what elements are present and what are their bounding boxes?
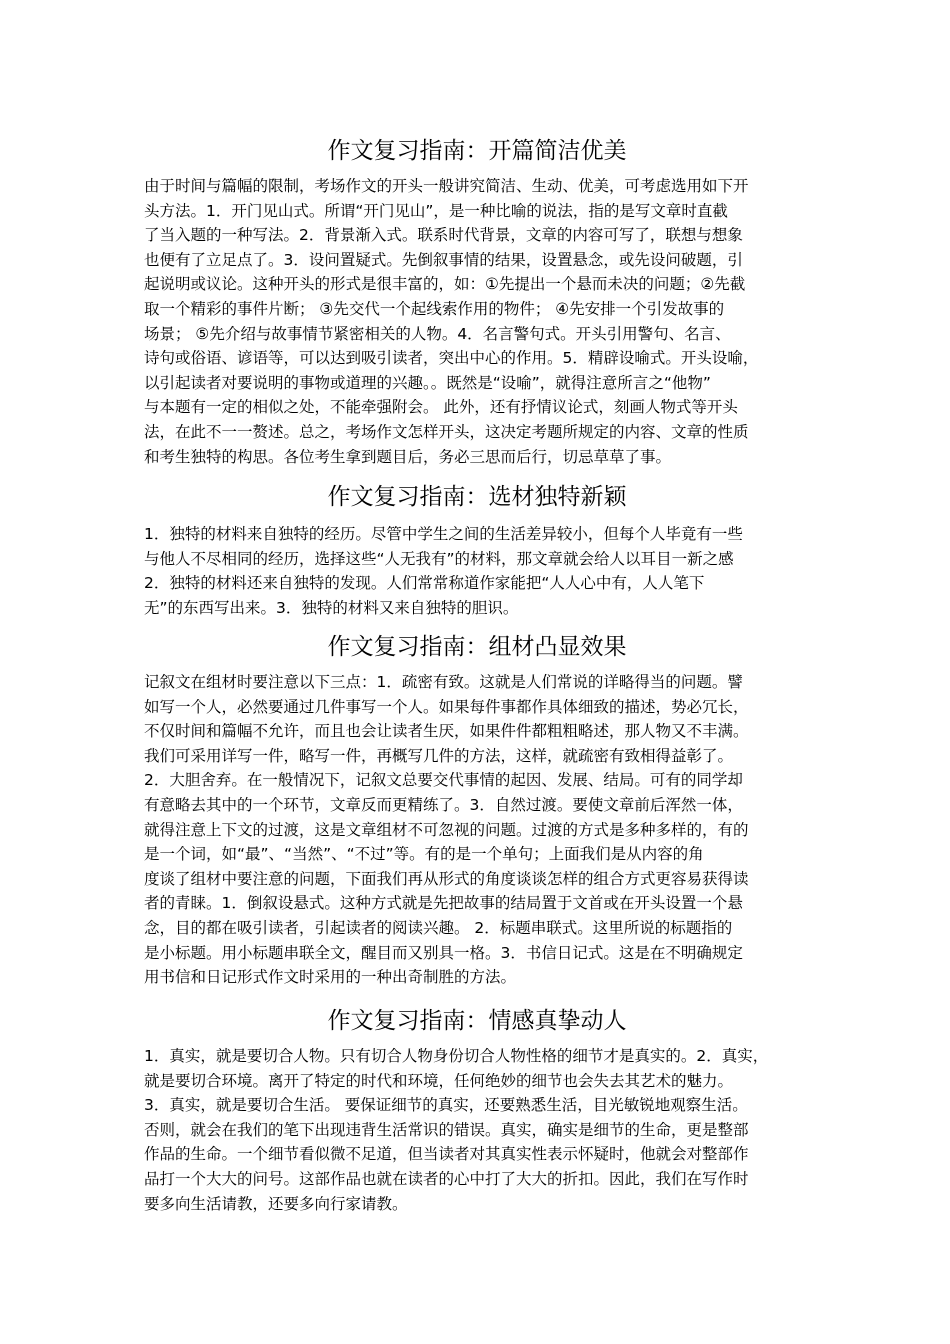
body-line: 有意略去其中的一个环节，文章反而更精练了。3．自然过渡。要使文章前后浑然一体， <box>144 795 743 814</box>
body-line: 和考生独特的构思。各位考生拿到题目后，务必三思而后行，切忌草草了事。 <box>144 447 672 466</box>
body-line: 1．独特的材料来自独特的经历。尽管中学生之间的生活差异较小，但每个人毕竟有一些 <box>144 525 743 543</box>
section-emotion <box>144 1006 810 1216</box>
body-line: 作品的生命。一个细节看似微不足道，但当读者对其真实性表示怀疑时，他就会对整部作 <box>144 1145 749 1164</box>
body-line: 不仅时间和篇幅不允许，而且也会让读者生厌，如果件件都粗粗略述，那人物又不丰满。 <box>144 722 749 741</box>
body-line: 是小标题。用小标题串联全文，醒目而又别具一格。3．书信日记式。这是在不明确规定 <box>144 943 743 962</box>
body-line: 就得注意上下文的过渡，这是文章组材不可忽视的问题。过渡的方式是多种多样的，有的 <box>144 820 749 839</box>
body-line: 场景； ⑤先介绍与故事情节紧密相关的人物。4．名言警句式。开头引用警句、名言、 <box>144 324 731 343</box>
section-body <box>144 670 810 990</box>
body-line: 是一个词，如“最”、“当然”、“不过”等。有的是一个单句；上面我们是从内容的角 <box>144 845 704 864</box>
body-line: 以引起读者对要说明的事物或道理的兴趣。。既然是“设喻”，就得注意所言之“他物” <box>144 373 711 392</box>
body-line: 头方法。1．开门见山式。所谓“开门见山”，是一种比喻的说法，指的是写文章时直截 <box>144 201 728 220</box>
section-opening <box>144 136 810 469</box>
body-line: 2．大胆舍弃。在一般情况下，记叙文总要交代事情的起因、发展、结局。可有的同学却 <box>144 771 743 790</box>
body-line: 如写一个人，必然要通过几件事写一个人。如果每件事都作具体细致的描述，势必冗长， <box>144 697 749 716</box>
section-heading: 作文复习指南：选材独特新颖 <box>327 484 627 510</box>
body-line: 无”的东西写出来。3．独特的材料又来自独特的胆识。 <box>144 598 519 617</box>
body-line: 诗句或俗语、谚语等，可以达到吸引读者，突出中心的作用。5．精辟设喻式。开头设喻， <box>144 349 759 368</box>
body-line: 记叙文在组材时要注意以下三点：1．疏密有致。这就是人们常说的详略得当的问题。譬 <box>144 673 743 691</box>
body-line: 我们可采用详写一件，略写一件，再概写几件的方法，这样，就疏密有致相得益彰了。 <box>144 746 734 765</box>
body-line: 取一个精彩的事件片断； ③先交代一个起线索作用的物件； ④先安排一个引发故事的 <box>144 299 725 318</box>
body-line: 起说明或议论。这种开头的形式是很丰富的，如：①先提出一个悬而未决的问题；②先截 <box>144 275 746 294</box>
body-line: 由于时间与篇幅的限制，考场作文的开头一般讲究简洁、生动、优美，可考虑选用如下开 <box>144 177 749 195</box>
body-line: 1．真实，就是要切合人物。只有切合人物身份切合人物性格的细节才是真实的。2．真实， <box>144 1047 769 1065</box>
section-body <box>144 1044 810 1216</box>
body-line: 度谈了组材中要注意的问题，下面我们再从形式的角度谈谈怎样的组合方式更容易获得读 <box>144 869 749 888</box>
body-line: 品打一个大大的问号。这部作品也就在读者的心中打了大大的折扣。因此，我们在写作时 <box>144 1169 749 1188</box>
body-line: 与他人不尽相同的经历，选择这些“人无我有”的材料，那文章就会给人以耳目一新之感 <box>144 549 734 568</box>
section-body <box>144 522 810 620</box>
body-line: 者的青睐。1．倒叙设悬式。这种方式就是先把故事的结局置于文首或在开头设置一个悬 <box>144 894 743 913</box>
body-line: 法，在此不一一赘述。总之，考场作文怎样开头，这决定考题所规定的内容、文章的性质 <box>144 422 749 441</box>
body-line: 3．真实，就是要切合生活。 要保证细节的真实，还要熟悉生活，目光敏锐地观察生活。 <box>144 1096 748 1115</box>
body-line: 否则，就会在我们的笔下出现违背生活常识的错误。真实，确实是细节的生命，更是整部 <box>144 1120 749 1139</box>
body-line: 就是要切合环境。离开了特定的时代和环境，任何绝妙的细节也会失去其艺术的魅力。 <box>144 1071 734 1090</box>
body-line: 念，目的都在吸引读者，引起读者的阅读兴趣。 2．标题串联式。这里所说的标题指的 <box>144 918 733 937</box>
body-line: 用书信和日记形式作文时采用的一种出奇制胜的方法。 <box>144 968 517 987</box>
body-line: 了当入题的一种写法。2．背景渐入式。联系时代背景，文章的内容可写了，联想与想象 <box>144 226 743 245</box>
body-line: 也便有了立足点了。3．设问置疑式。先倒叙事情的结果，设置悬念，或先设问破题，引 <box>144 250 743 269</box>
body-line: 2．独特的材料还来自独特的发现。人们常常称道作家能把“人人心中有，人人笔下 <box>144 574 705 593</box>
section-body <box>144 174 810 469</box>
section-material <box>144 482 810 620</box>
section-heading: 作文复习指南：情感真挚动人 <box>327 1008 627 1034</box>
body-line: 与本题有一定的相似之处，不能牵强附会。 此外，还有抒情议论式，刻画人物式等开头 <box>144 398 738 417</box>
section-heading: 作文复习指南：组材凸显效果 <box>327 634 627 660</box>
section-heading: 作文复习指南：开篇简洁优美 <box>327 138 627 164</box>
body-line: 要多向生活请教，还要多向行家请教。 <box>144 1194 408 1213</box>
section-organization <box>144 632 810 990</box>
